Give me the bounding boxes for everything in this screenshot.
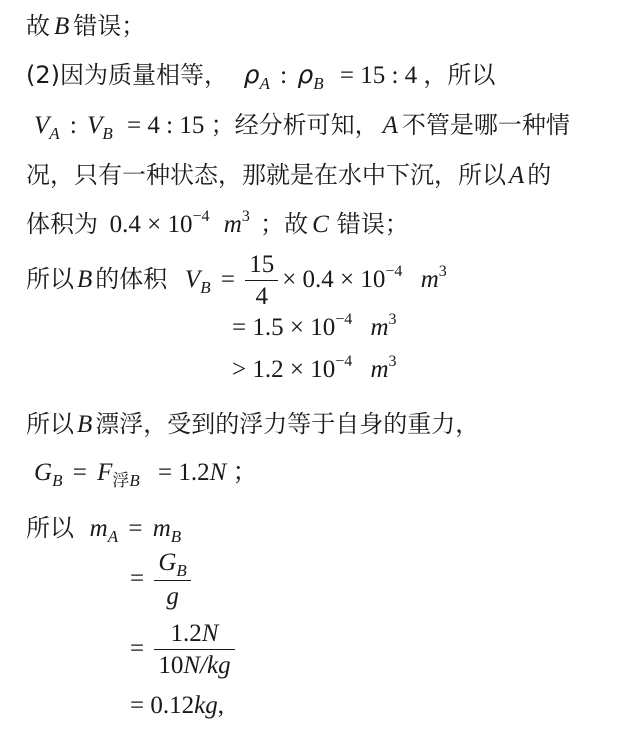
equation: > 1.2 × 10 xyxy=(232,356,336,383)
exponent: −4 xyxy=(192,208,210,225)
subscript: A xyxy=(107,527,119,546)
equals: = xyxy=(72,459,87,486)
line-mass-fraction-2 xyxy=(130,616,239,682)
var-m: m xyxy=(152,515,171,542)
text: 错误； xyxy=(336,210,409,238)
unit-n: N xyxy=(209,459,227,486)
numerator xyxy=(154,548,190,580)
punct: , xyxy=(217,692,224,719)
colon: : xyxy=(280,62,288,89)
subscript-b: B xyxy=(129,471,140,490)
var-b: B xyxy=(54,13,70,40)
var-v: V xyxy=(87,112,103,139)
exponent: 3 xyxy=(241,208,250,225)
text: 错误； xyxy=(73,12,146,40)
equals: = xyxy=(128,515,143,542)
line-mass-result xyxy=(130,688,224,724)
subscript-float: 浮 xyxy=(112,471,130,491)
fraction xyxy=(245,250,278,313)
equation: = 15 : 4 xyxy=(339,62,418,89)
rho-symbol: ρ xyxy=(243,60,260,89)
subscript xyxy=(112,471,139,490)
denominator: 4 xyxy=(245,280,278,313)
punct: ； xyxy=(232,457,258,486)
text: ，所以 xyxy=(423,61,496,89)
subscript: B xyxy=(176,560,187,580)
text: 体积为 xyxy=(26,210,98,238)
numerator: 15 xyxy=(249,251,275,278)
exponent: −4 xyxy=(335,311,353,328)
var-a: A xyxy=(382,112,398,139)
exponent: −4 xyxy=(335,353,353,370)
subscript: B xyxy=(313,74,324,93)
subscript: B xyxy=(102,124,113,143)
equation: = 1.5 × 10 xyxy=(232,314,336,341)
line-volume-b-value xyxy=(232,310,397,349)
fraction xyxy=(154,619,234,682)
unit-kg: kg xyxy=(194,692,218,719)
exponent: −4 xyxy=(385,263,403,281)
equals: = xyxy=(130,565,145,592)
text: 漂浮，受到的浮力等于自身的重力， xyxy=(95,410,480,438)
volume-ratio xyxy=(34,112,211,143)
number: 1.2 xyxy=(170,619,202,647)
var-g: G xyxy=(158,548,177,576)
text: 况，只有一种状态，那就是在水中下沉，所以 xyxy=(26,161,506,189)
var-f: F xyxy=(97,459,113,486)
unit-m: m xyxy=(223,211,242,238)
line-mass-fraction-1 xyxy=(130,546,195,613)
line-floats xyxy=(26,406,479,443)
mass-expr xyxy=(89,515,182,546)
density-ratio xyxy=(243,60,424,93)
var-v: V xyxy=(34,112,50,139)
text: 所以 xyxy=(26,410,74,438)
line-mass-equal xyxy=(26,510,181,549)
exponent: 3 xyxy=(438,263,447,281)
number: 0.4 × 10 xyxy=(109,211,193,238)
colon: : xyxy=(69,112,77,139)
var-a: A xyxy=(509,162,525,189)
equals: = xyxy=(130,635,145,662)
volume-value xyxy=(109,208,256,238)
equation: = 0.12 xyxy=(130,692,195,719)
unit-m: m xyxy=(420,266,439,294)
numerator xyxy=(154,619,234,649)
subscript: A xyxy=(49,124,60,143)
text: ；经分析可知， xyxy=(210,111,379,139)
text: 故 xyxy=(26,12,50,40)
text: 的体积 xyxy=(95,265,168,294)
text: ；故 xyxy=(260,210,309,238)
var-b: B xyxy=(77,411,93,438)
volume-b-expr xyxy=(184,251,447,310)
line-b-wrong xyxy=(26,8,145,45)
text: 所以 xyxy=(26,514,74,542)
unit-m: m xyxy=(370,314,389,341)
rho-symbol: ρ xyxy=(297,60,314,89)
line-volume-b-compare xyxy=(232,352,397,391)
var-g: G xyxy=(34,459,53,486)
exponent: 3 xyxy=(388,353,397,370)
text: 不管是哪一种情 xyxy=(401,111,570,139)
denominator: g xyxy=(154,580,190,613)
var-b: B xyxy=(77,266,93,294)
number: 10 xyxy=(158,651,184,679)
exponent: 3 xyxy=(388,311,397,328)
unit: N/kg xyxy=(183,651,231,679)
line-density-ratio xyxy=(26,57,495,96)
line-sinks xyxy=(26,157,551,194)
text: (2)因为质量相等， xyxy=(26,61,228,89)
line-volume-b xyxy=(26,250,447,313)
text: 的 xyxy=(527,161,552,189)
equals: = xyxy=(220,266,235,294)
unit-n: N xyxy=(201,619,219,647)
line-volume-ratio xyxy=(34,107,570,146)
var-c: C xyxy=(312,211,329,238)
equation: = 4 : 15 xyxy=(127,112,205,139)
line-volume-a xyxy=(26,206,409,246)
var-v: V xyxy=(184,266,201,294)
text: 所以 xyxy=(26,265,74,294)
line-buoyancy xyxy=(34,454,258,493)
var-m: m xyxy=(89,515,108,542)
fraction xyxy=(154,548,190,613)
number: × 0.4 × 10 xyxy=(282,266,386,294)
subscript: A xyxy=(259,74,270,93)
subscript: B xyxy=(52,471,63,490)
subscript: B xyxy=(200,278,211,298)
denominator xyxy=(154,649,234,682)
unit-m: m xyxy=(370,356,389,383)
subscript: B xyxy=(170,527,182,546)
number: = 1.2 xyxy=(157,459,210,486)
